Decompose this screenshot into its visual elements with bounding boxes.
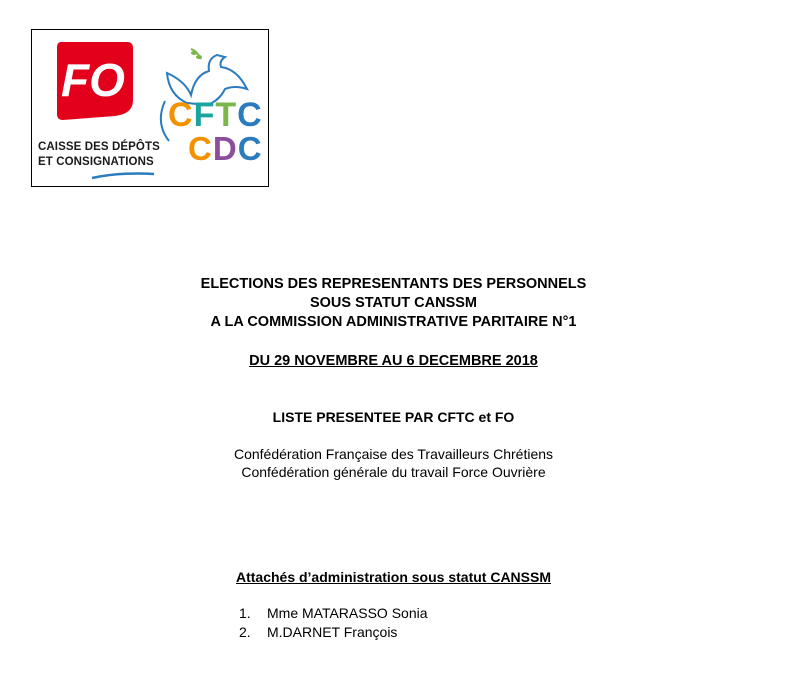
cftc-letter-f: F bbox=[193, 96, 216, 134]
fo-mark: FO bbox=[61, 54, 125, 106]
candidate-number: 1. bbox=[239, 605, 251, 621]
section-heading: Attachés d’administration sous statut CANSSM bbox=[235, 569, 552, 585]
confed-line2: Confédération générale du travail Force Ouvrière bbox=[241, 464, 546, 480]
title-line2: SOUS STATUT CANSSM bbox=[309, 295, 478, 311]
cdc-mark bbox=[188, 132, 263, 166]
cftc-letter-c2: C bbox=[237, 96, 263, 134]
cftc-letter-c: C bbox=[168, 96, 194, 134]
cftc-mark bbox=[168, 98, 263, 132]
election-dates: DU 29 NOVEMBRE AU 6 DECEMBRE 2018 bbox=[249, 353, 538, 369]
swoosh-icon bbox=[90, 170, 156, 180]
candidate-list bbox=[239, 604, 428, 642]
election-title bbox=[0, 275, 787, 332]
candidate-number: 2. bbox=[239, 624, 251, 640]
cdc-letter-d: D bbox=[212, 130, 238, 167]
fo-caption bbox=[38, 140, 163, 170]
cdc-letter-c2: C bbox=[237, 130, 263, 167]
cftc-letter-t: T bbox=[215, 96, 238, 134]
list-item bbox=[239, 623, 428, 642]
fo-caption-line2: ET CONSIGNATIONS bbox=[38, 156, 154, 168]
list-item bbox=[239, 604, 428, 623]
candidate-name: Mme MATARASSO Sonia bbox=[267, 605, 428, 621]
fo-caption-line1: CAISSE DES DÉPÔTS bbox=[38, 141, 160, 153]
title-line3: A LA COMMISSION ADMINISTRATIVE PARITAIRE N°1 bbox=[210, 314, 577, 330]
logo-box bbox=[31, 29, 269, 187]
candidate-name: M.DARNET François bbox=[267, 624, 398, 640]
cdc-letter-c: C bbox=[188, 130, 213, 167]
title-line1: ELECTIONS DES REPRESENTANTS DES PERSONNELS bbox=[200, 276, 587, 292]
fo-logo-icon bbox=[53, 40, 135, 122]
confederations bbox=[0, 445, 787, 481]
liste-heading: LISTE PRESENTEE PAR CFTC et FO bbox=[272, 409, 515, 425]
confed-line1: Confédération Française des Travailleurs Chrétiens bbox=[233, 446, 554, 462]
